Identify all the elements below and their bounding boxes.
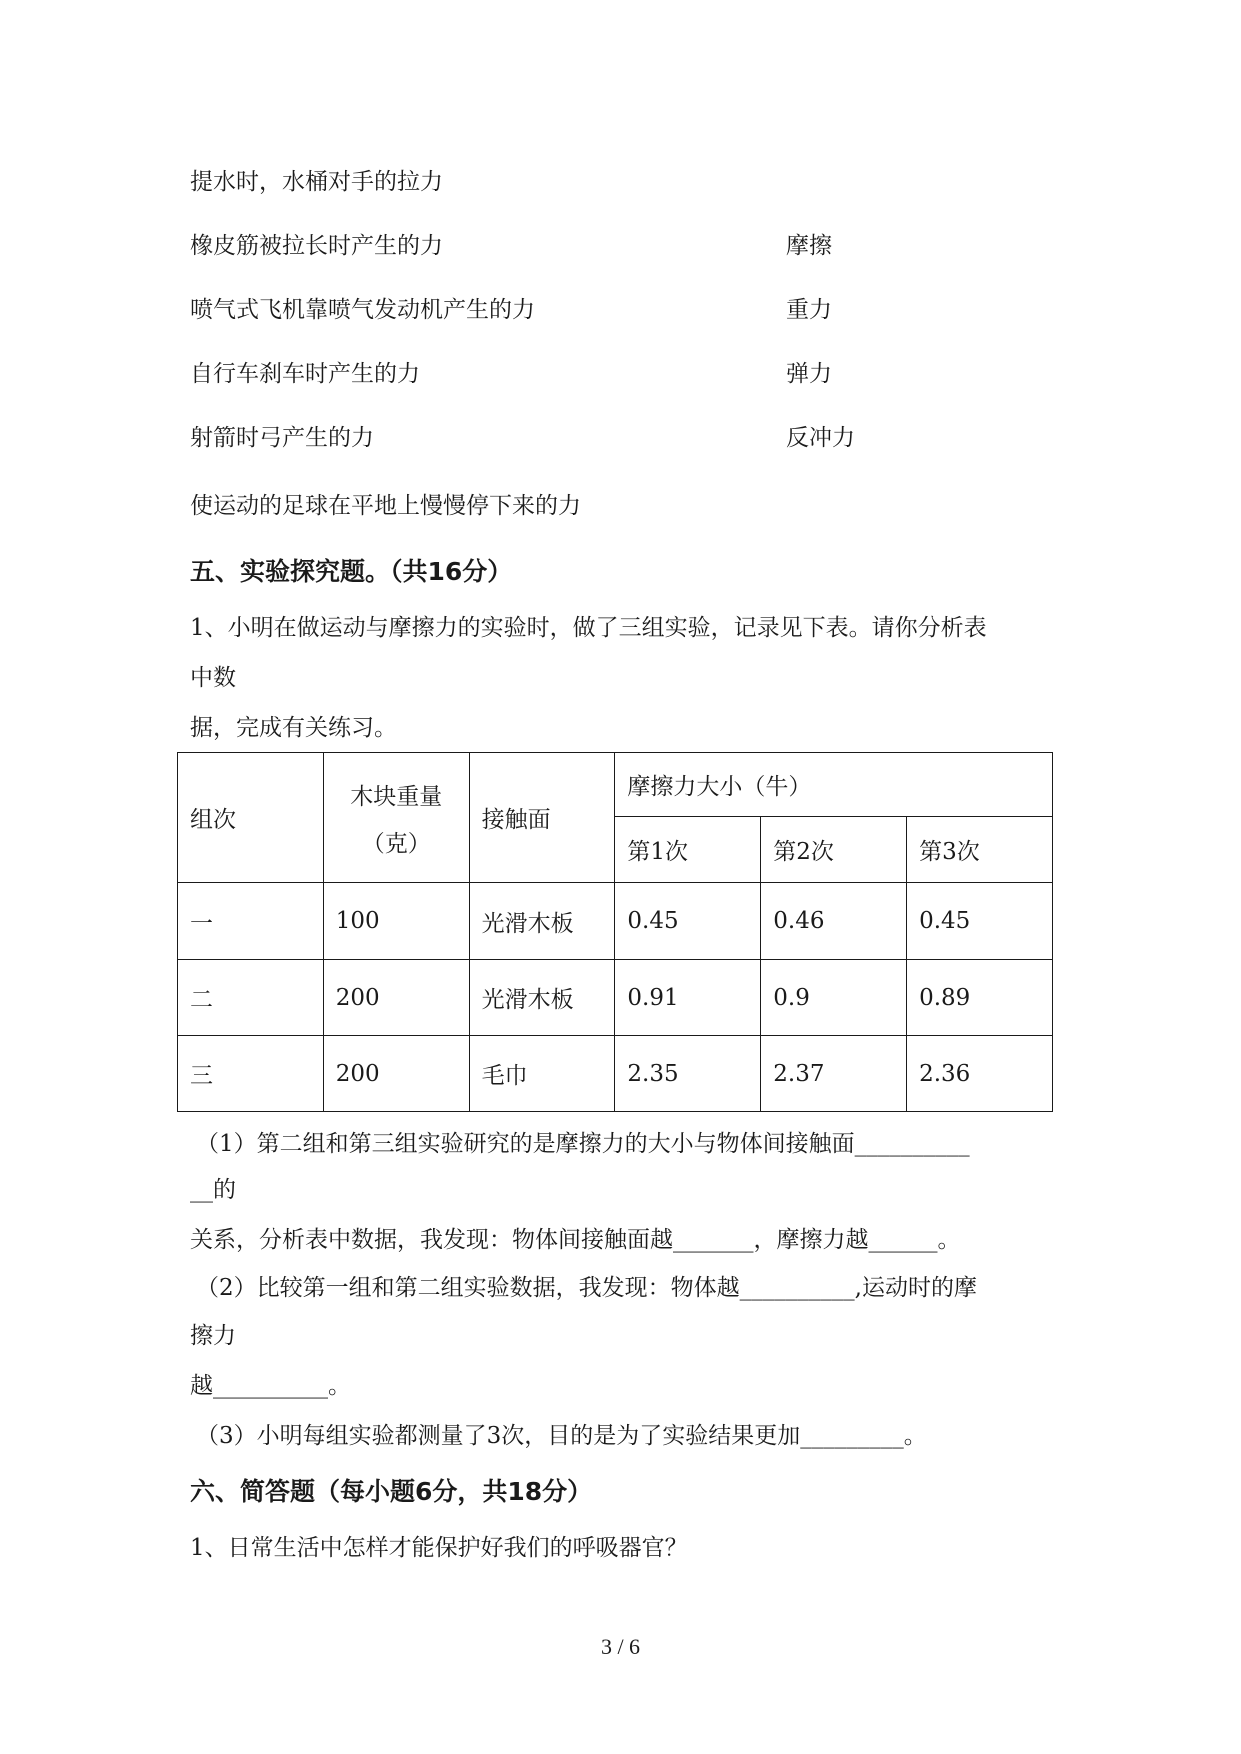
cell-weight: 200	[323, 960, 469, 1036]
table-row	[178, 1036, 1053, 1112]
match-left-1: 提水时，水桶对手的拉力	[190, 169, 443, 195]
header-weight-line2: （克）	[361, 830, 431, 857]
match-right-4: 反冲力	[786, 425, 855, 451]
header-trial-3: 第3次	[907, 817, 1053, 883]
cell-trial-2: 0.46	[761, 883, 907, 960]
cell-trial-2: 0.9	[761, 960, 907, 1036]
friction-table	[177, 752, 1053, 1112]
q1-line3: 据，完成有关练习。	[190, 715, 397, 741]
match-left-5: 射箭时弓产生的力	[190, 425, 374, 451]
cell-surface: 毛巾	[469, 1036, 615, 1112]
match-left-6: 使运动的足球在平地上慢慢停下来的力	[190, 493, 581, 519]
section6-q1: 1、日常生活中怎样才能保护好我们的呼吸器官？	[190, 1535, 688, 1561]
q1-line1: 1、小明在做运动与摩擦力的实验时，做了三组实验，记录见下表。请你分析表	[190, 615, 987, 641]
match-right-3: 弹力	[786, 361, 832, 387]
cell-weight: 100	[323, 883, 469, 960]
match-left-4: 自行车刹车时产生的力	[190, 361, 420, 387]
header-trial-2: 第2次	[761, 817, 907, 883]
cell-trial-3: 2.36	[907, 1036, 1053, 1112]
table-row	[178, 960, 1053, 1036]
header-trial-1: 第1次	[615, 817, 761, 883]
cell-group: 三	[178, 1036, 324, 1112]
cell-group: 一	[178, 883, 324, 960]
cell-trial-3: 0.45	[907, 883, 1053, 960]
cell-trial-2: 2.37	[761, 1036, 907, 1112]
match-left-2: 橡皮筋被拉长时产生的力	[190, 233, 443, 259]
section5-heading: 五、实验探究题。（共16分）	[190, 557, 513, 586]
part2-line2: 擦力	[190, 1323, 236, 1349]
header-group: 组次	[178, 753, 324, 883]
cell-trial-1: 2.35	[615, 1036, 761, 1112]
part3-line1: （3）小明每组实验都测量了3次，目的是为了实验结果更加_________。	[196, 1423, 927, 1449]
header-weight-line1: 木块重量	[350, 783, 443, 810]
header-weight	[323, 753, 469, 883]
table-row	[178, 883, 1053, 960]
match-right-2: 重力	[786, 297, 832, 323]
cell-trial-1: 0.91	[615, 960, 761, 1036]
part1-line3: 关系，分析表中数据，我发现：物体间接触面越_______，摩擦力越______。	[190, 1227, 961, 1253]
part2-line3: 越__________。	[190, 1373, 351, 1399]
cell-weight: 200	[323, 1036, 469, 1112]
part1-line1: （1）第二组和第三组实验研究的是摩擦力的大小与物体间接触面__________	[196, 1131, 970, 1157]
cell-trial-1: 0.45	[615, 883, 761, 960]
cell-surface: 光滑木板	[469, 883, 615, 960]
cell-group: 二	[178, 960, 324, 1036]
header-friction: 摩擦力大小（牛）	[615, 753, 1053, 817]
cell-trial-3: 0.89	[907, 960, 1053, 1036]
section6-heading: 六、简答题（每小题6分，共18分）	[190, 1477, 593, 1506]
part1-line2: __的	[190, 1177, 236, 1203]
part2-line1: （2）比较第一组和第二组实验数据，我发现：物体越__________,运动时的摩	[196, 1275, 977, 1301]
q1-line2: 中数	[190, 665, 236, 691]
header-surface: 接触面	[469, 753, 615, 883]
match-right-1: 摩擦	[786, 233, 832, 259]
match-left-3: 喷气式飞机靠喷气发动机产生的力	[190, 297, 535, 323]
cell-surface: 光滑木板	[469, 960, 615, 1036]
page-number: 3 / 6	[600, 1634, 641, 1659]
